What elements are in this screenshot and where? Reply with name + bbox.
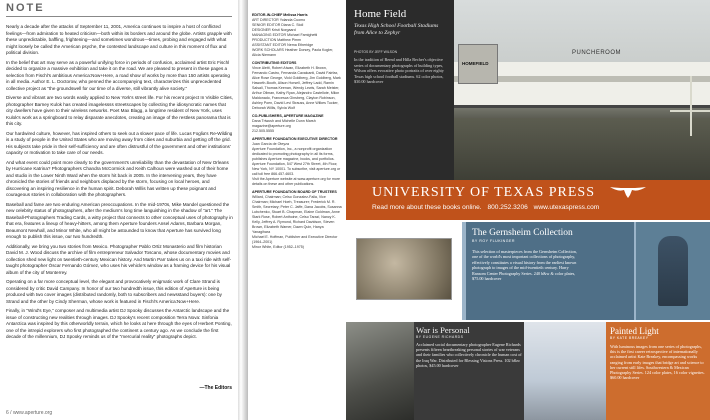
section-title: NOTE — [6, 2, 45, 14]
goalpost-upright — [690, 76, 692, 136]
paragraph: Additionally, we bring you two stories from Mexico. Photographer Pablo Ortiz Monasterio and film historian David M. J. Wood discuss the archive of film entrepreneur Salvador Toscano, whose documentary movies and collection shed new light on twentieth-century Mexican history. And Martin Parr takes us on a taxi ride with self-taught photographer Óscar Fernando Gómez, who uses his vehicle's window as a framing device for his visual album of the city of Monterrey. — [6, 243, 232, 275]
war-is-personal-ad — [346, 322, 524, 420]
gernsheim-portrait — [636, 222, 710, 320]
home-field-byline: PHOTOS BY JEFF WILSON — [354, 50, 398, 54]
masthead-line: 212.505.5555 — [252, 129, 274, 133]
home-field-ad — [346, 0, 710, 180]
publisher-name: UNIVERSITY OF TEXAS PRESS — [372, 185, 595, 200]
home-field-description: In the tradition of Bernd and Hilla Becher's objective series of documentary photographs of building types, Wilson offers evocative photo portraits of over eighty Texas high school football stadiums. 62 color photos, $30.00 hardcover — [354, 57, 444, 85]
war-text — [416, 325, 522, 368]
stadium-photo — [454, 0, 710, 180]
utp-banner — [346, 180, 710, 220]
signature: —The Editors — [199, 385, 232, 391]
painted-light-title: Painted Light — [610, 326, 659, 336]
page-folio: 6 / www.aperture.org — [6, 410, 53, 416]
masthead-line: magazine@aperture.org — [252, 124, 291, 128]
masthead-heading: CONTRIBUTING EDITORS — [252, 61, 297, 65]
masthead-line: ASSISTANT EDITOR Nema Etheridge — [252, 43, 314, 47]
painted-light-byline: BY KATE BREAKEY — [610, 336, 649, 340]
utp-tagline: Read more about these books online. — [372, 204, 482, 211]
masthead-line: Aperture Foundation, Inc., a nonprofit organization dedicated to promoting photography in all its forms, publishes Aperture magazine, books, and portfolios. Aperture Foundation, 547 West 27th Street, 4th Floor, New York, NY 10001. To subscribe, visit aperture.org or call toll free 866.457.4603. — [252, 147, 341, 176]
masthead-line: ART DIRECTOR Yolanda Cuomo — [252, 18, 306, 22]
football-field — [454, 118, 710, 180]
gernsheim-ad — [346, 222, 710, 320]
masthead — [250, 0, 344, 420]
utp-contact — [372, 204, 603, 211]
war-photo — [346, 322, 414, 420]
masthead-line: DESIGNER Kristi Norgaard — [252, 28, 296, 32]
masthead-line: EDITOR-IN-CHIEF Melissa Harris — [252, 13, 308, 17]
goalpost-crossbar — [670, 110, 710, 112]
paragraph: And what event could point more clearly to the government's unreliability than the devastation of New Orleans by Hurricane Katrina? Photographers Chandra McCormick and Keith Calhoun were washed out of their home and studio in the Lower Ninth Ward when the storm hit back in 2005. In the intervening years, they have chronicled the stories of friends and neighbors displaced by the storm, focusing on local heroes, and discovering an inspiring resilience in the human spirit. Deborah Willis has written up these poignant and courageous stories in collaboration with the photographers. — [6, 159, 229, 197]
stadium-sign: PUNCHEROOM — [572, 50, 622, 56]
masthead-line: Vince Aletti, Robert Atwan, Elizabeth H. Brown, Fernando Castro, Fernanda Cavalcanti, David Fairfax, Alice Rose George, Vicki Goldberg, Jim Goldberg, Mark Haworth-Booth, Alison Horsell, Jeffrey Ladd, Ramin Salsali, Thomas Keenan, Wendy Lewis, Sarah Meister, Arthur Ollman, Kathy Ryan, Alejandro Castellote, Milon Maldonado, Francesca Ginsberg, Clayton Robinson, Ashley Poen, David Levi Strauss, Anne Wilkes Tucker, Deborah Willis, Sylvia Wolf — [252, 66, 341, 110]
masthead-line: Minor White, Editor (1952–1975) — [252, 245, 304, 249]
editors-note-body — [6, 24, 234, 344]
paragraph: Finally, in "Wind's Eye," composer and multimedia artist DJ Spooky discusses the Antarctic landscape and the issue of constructing new realities through images. DJ Spooky's recent composition Terra Nova: Sinfonia Antarctica was inspired by this otherworldly terrain, which he looks at here through the eyes of Herbert Ponting, one of the intrepid explorers who first photographed the continent a century ago. As we conclude the first decade of the millennium, DJ Spooky reminds us of the "mercurial reality" photographs depict. — [6, 308, 232, 339]
home-field-body — [354, 50, 452, 84]
home-field-subtitle: Texas High School Football Stadiums from Alice to Zephyr — [354, 23, 439, 36]
page-gutter — [238, 0, 248, 420]
gernsheim-photo — [356, 238, 452, 300]
gernsheim-photo-frame — [346, 222, 462, 320]
paragraph: Diverse and vibrant are two words easily applied to New York's street life. For his recent project In Visible Cities, photographer Barney Kulok has created imagelessss streetscapes by collecting the idiosyncratic names that city dwellers have given to their wireless networks. Poet Max Blagg, a longtime resident of New York, uses Kulok's work as a springboard to relay disparate anecdotes, creating an image of the restless panorama that is this city. — [6, 95, 234, 126]
painted-light-ad — [524, 322, 710, 420]
masthead-line: Dana Triwush and Michelle Dunn Marsh — [252, 119, 316, 123]
portrait-figure — [658, 236, 688, 306]
masthead-line: Visit the Aperture website at www.aperture.org for more details on these and other publications. — [252, 177, 341, 186]
book-cover-label: HOMEFIELD — [462, 61, 489, 66]
title-rule — [6, 16, 232, 17]
gernsheim-byline: BY ROY FLUKINGER — [472, 239, 516, 243]
painted-light-photo — [524, 322, 606, 420]
masthead-line: Willard, Chairman; Celso Gonzalez-Falla, Vice Chairman; Michael Hoeh, Treasurer; Frederick M. R. Smith, Secretary; Peter C. Jaffe, Dana Jacobs, Susanna Lubchenko, Stuart B. Chapman, Elaine Goldman, Anne Stark Rose, Robert Anthoine, Celso Tarazi, Nancy K. Kelly, Jeffrey A. Rymond, Richard Davidson, Steven Brown, Elizabeth Warner, Dawn Quin, Hanya Yanagihara — [252, 195, 342, 234]
paragraph: Baseball and fame are two enduring American preoccupations. In the mid-1970s, Mike Mandel questioned the new celebrity status of photographers, after the medium's long time languishing in the shadow of "art." The Baseball-Photographers Trading Cards, a witty project that connects to other conceptual uses of photography in that era, features a lineup of heavy-hitters, among them Aperture founders Ansel Adams, Barbara Morgan, Beaumont Newhall, and Minor White, who all might be astounded to know that Aperture has survived long enough to publish this issue, our two hundredth. — [6, 201, 233, 239]
home-field-title: Home Field — [354, 8, 407, 20]
war-byline: BY EUGENE RICHARDS — [416, 335, 464, 339]
masthead-line: PRODUCTION Matthew Pimm — [252, 38, 301, 42]
masthead-heading: APERTURE FOUNDATION EXECUTIVE DIRECTOR — [252, 137, 338, 141]
war-title: War is Personal — [416, 325, 470, 335]
paragraph: In the belief that art may serve as a powerful unifying force in periods of confusion, acclaimed artist Eric Fischl decided to organize a massive exhibition and take it on the road. We are pleased to present in these pages a selection from Fischl's ambitious America:Now+Here, a road show of works by more than 150 artists operating in all media. Author E. L. Doctorow, who penned the accompanying text, characterizes this unprecedented collective project as "the groundswell for our time of a diverse, still vibrantly alive society." — [6, 59, 230, 91]
masthead-line: MANAGING EDITOR Michael Famighetti — [252, 33, 318, 37]
gernsheim-title: The Gernsheim Collection — [472, 228, 573, 238]
paragraph: Nearly a decade after the attacks of September 11, 2001, America continues to inspire a host of conflicted feelings—from admiration to heated criticism—both within its borders and around the globe. Artists grapple with these unpredictable, baffling, frightening—and sometimes wondrous—times, probing and engaged with what might loosely be called the American psyche, the contested landscape and culture in this moment of flux and political division. — [6, 24, 232, 55]
masthead-line: WORK SCHOLARS Heather Dorsey, Paola Kogler, Alicia Niemann — [252, 48, 334, 57]
gernsheim-body: This selection of masterpieces from the Gernsheim Collection, one of the world's most important collections of photography, effectively constitutes a visual history from the earliest known photograph to images of the mid-twentieth century. Harry Ransom Center Photography Series. 240 b&w & color plates, $75.00 hardcover — [472, 249, 577, 282]
masthead-heading: APERTURE FOUNDATION BOARD OF TRUSTEES — [252, 190, 337, 194]
war-body: Acclaimed social documentary photographer Eugene Richards presents fifteen heartbreaking personal stories of war veterans and their families who collectively chronicle the human cost of the Iraq War. Distributed for Blessing Visions Press. 102 b&w photos, $45.00 hardcover — [416, 342, 522, 368]
paragraph: Our hardwired culture, however, has inspired others to seek out a slower pace of life. Lucas Foglia's Re-Wilding is a study of people in the United States who are moving away from cities and suburbia and getting off the grid. His subjects take pride in their self-sufficiency and are often distrustful of the government and other institutions' capacity or motivation to take care of our needs. — [6, 130, 233, 155]
right-page — [248, 0, 710, 420]
painted-light-text — [610, 326, 708, 380]
masthead-heading: CO-PUBLISHERS, APERTURE MAGAZINE — [252, 114, 324, 118]
gernsheim-text — [466, 222, 634, 320]
paragraph: Operating on a far more conceptual level, the elegant and provocatively enigmatic work of Clare Strand is considered by critic David Campany. In honor of our two hundredth issue, this edition of Aperture is being produced with two cover images (distributed randomly, both to subscribers and newsstand buyers): one by Strand and the other by Cindy Sherman, whose work is featured in Fischl's America:Now+Here. — [6, 279, 222, 304]
painted-light-body: With luminous images from one series of photographs, this is the first career retrospective of internationally acclaimed artist Kate Breakey, encompassing works ranging from early images that bridge art and science to her current still lifes. Southwestern & Mexican Photography Series. 124 color plates, 16 color vignettes. $60.00 hardcover — [610, 344, 705, 381]
masthead-line: Juan García de Oteyza — [252, 142, 289, 146]
masthead-line: Michael E. Hoffman, Publisher and Executive Director (1964–2001) — [252, 235, 338, 244]
utp-phone: 800.252.3206 — [487, 204, 528, 211]
utp-website[interactable]: www.utexaspress.com — [533, 204, 600, 211]
longhorn-icon — [608, 183, 648, 199]
home-field-book-cover — [458, 44, 498, 84]
masthead-line: SENIOR EDITOR Diana C. Stoll — [252, 23, 304, 27]
left-page — [0, 0, 238, 420]
